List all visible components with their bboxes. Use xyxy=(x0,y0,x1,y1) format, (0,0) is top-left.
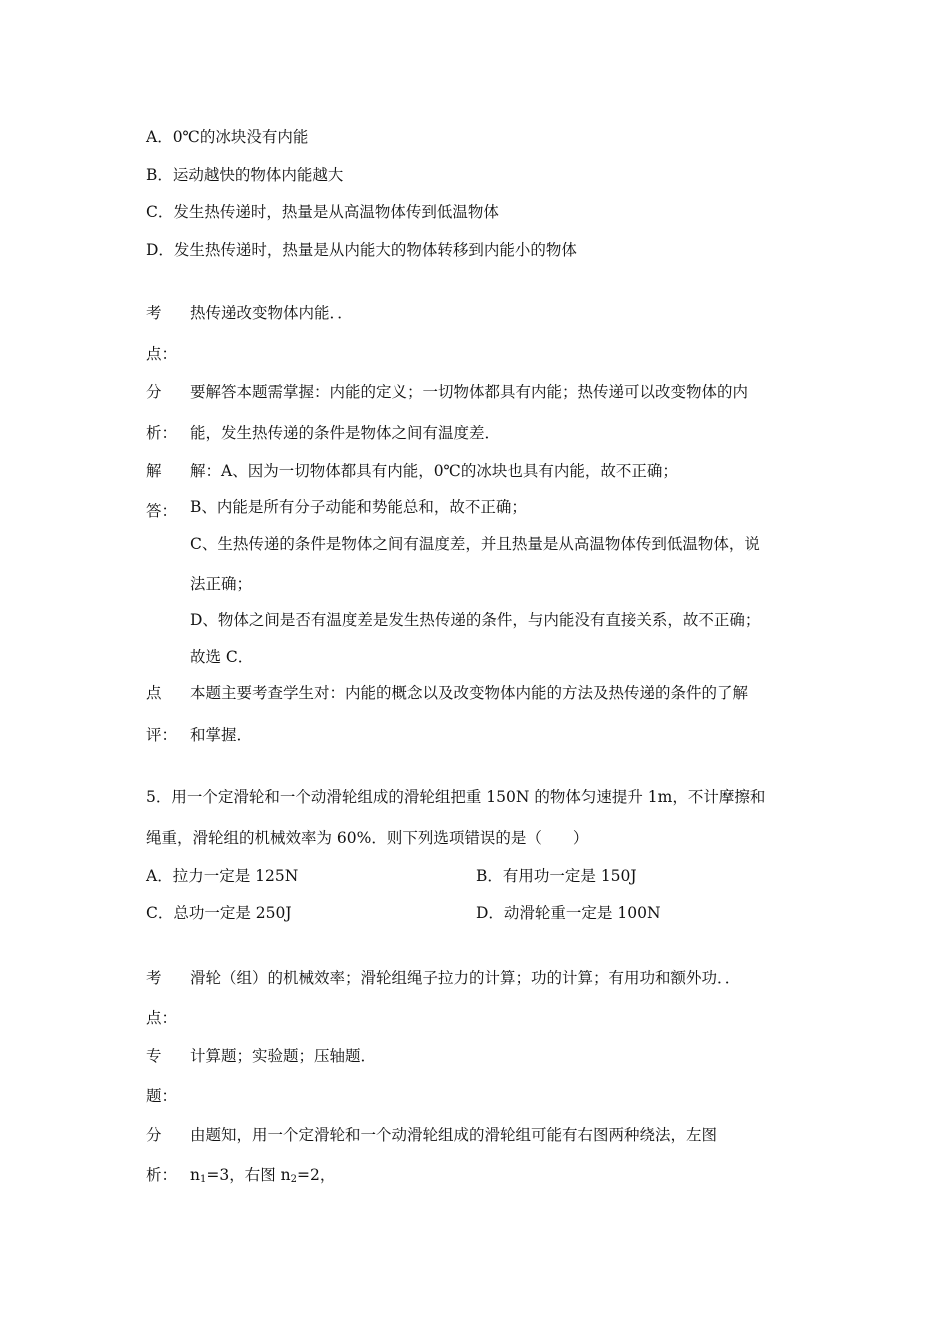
q4-jieda-line-2: B、内能是所有分子动能和势能总和，故不正确； xyxy=(190,498,527,516)
q5-fenxi-text-1: 由题知，用一个定滑轮和一个动滑轮组成的滑轮组可能有右图两种绕法，左图 xyxy=(190,1126,718,1144)
q5-zhuanti-label-2: 题： xyxy=(146,1087,178,1105)
q4-fenxi-label-2: 析： xyxy=(146,424,178,442)
q4-kaodian-text: 热传递改变物体内能．． xyxy=(190,304,353,322)
q5-kaodian-label-2: 点： xyxy=(146,1009,178,1027)
q4-jieda-line-1: 解：A、因为一切物体都具有内能，0℃的冰块也具有内能，故不正确； xyxy=(190,462,678,480)
q4-fenxi-label-1: 分 xyxy=(146,383,162,401)
q5-kaodian-text: 滑轮（组）的机械效率；滑轮组绳子拉力的计算；功的计算；有用功和额外功．． xyxy=(190,969,741,987)
q5-stem-line-2: 绳重，滑轮组的机械效率为 60%．则下列选项错误的是（ ） xyxy=(146,829,589,847)
n2-subscript: 2 xyxy=(290,1174,297,1185)
q4-option-d: D．发生热传递时，热量是从内能大的物体转移到内能小的物体 xyxy=(146,241,577,259)
q5-fenxi-text-2 xyxy=(190,1164,335,1191)
n1-value: =3，右图 n xyxy=(206,1166,291,1184)
q5-stem-line-1: 5．用一个定滑轮和一个动滑轮组成的滑轮组把重 150N 的物体匀速提升 1m，不计摩擦和 xyxy=(146,788,766,806)
q5-fenxi-label-1: 分 xyxy=(146,1126,162,1144)
q4-dianping-label-1: 点 xyxy=(146,684,162,702)
q4-option-a: A．0℃的冰块没有内能 xyxy=(146,128,309,146)
q4-fenxi-text-1: 要解答本题需掌握：内能的定义；一切物体都具有内能；热传递可以改变物体的内 xyxy=(190,383,749,401)
q4-jieda-line-4: 法正确； xyxy=(190,575,253,593)
q4-kaodian-label-2: 点： xyxy=(146,345,178,363)
q4-jieda-label-1: 解 xyxy=(146,462,162,480)
q4-fenxi-text-2: 能，发生热传递的条件是物体之间有温度差． xyxy=(190,424,501,442)
q4-option-b: B．运动越快的物体内能越大 xyxy=(146,166,344,184)
q5-zhuanti-label-1: 专 xyxy=(146,1047,162,1065)
q4-jieda-label-2: 答： xyxy=(146,502,178,520)
q4-dianping-label-2: 评： xyxy=(146,726,178,744)
q5-option-a: A．拉力一定是 125N xyxy=(146,867,299,885)
q4-jieda-line-6: 故选 C． xyxy=(190,648,254,666)
q4-dianping-text-1: 本题主要考查学生对：内能的概念以及改变物体内能的方法及热传递的条件的了解 xyxy=(190,684,749,702)
n1-subscript: 1 xyxy=(199,1174,207,1185)
q5-option-b: B．有用功一定是 150J xyxy=(476,867,637,885)
q5-kaodian-label-1: 考 xyxy=(146,969,162,987)
q5-option-d: D．动滑轮重一定是 100N xyxy=(476,904,661,922)
q4-dianping-text-2: 和掌握． xyxy=(190,726,253,744)
n2-value: =2， xyxy=(297,1166,336,1184)
n1-symbol: n xyxy=(190,1166,200,1184)
q5-option-c: C．总功一定是 250J xyxy=(146,904,292,922)
q4-option-c: C．发生热传递时，热量是从高温物体传到低温物体 xyxy=(146,203,499,221)
q4-kaodian-label-1: 考 xyxy=(146,304,162,322)
q4-jieda-line-3: C、生热传递的条件是物体之间有温度差，并且热量是从高温物体传到低温物体，说 xyxy=(190,535,760,553)
q4-jieda-line-5: D、物体之间是否有温度差是发生热传递的条件，与内能没有直接关系，故不正确； xyxy=(190,611,761,629)
q5-fenxi-label-2: 析： xyxy=(146,1166,178,1184)
q5-zhuanti-text: 计算题；实验题；压轴题． xyxy=(190,1047,377,1065)
